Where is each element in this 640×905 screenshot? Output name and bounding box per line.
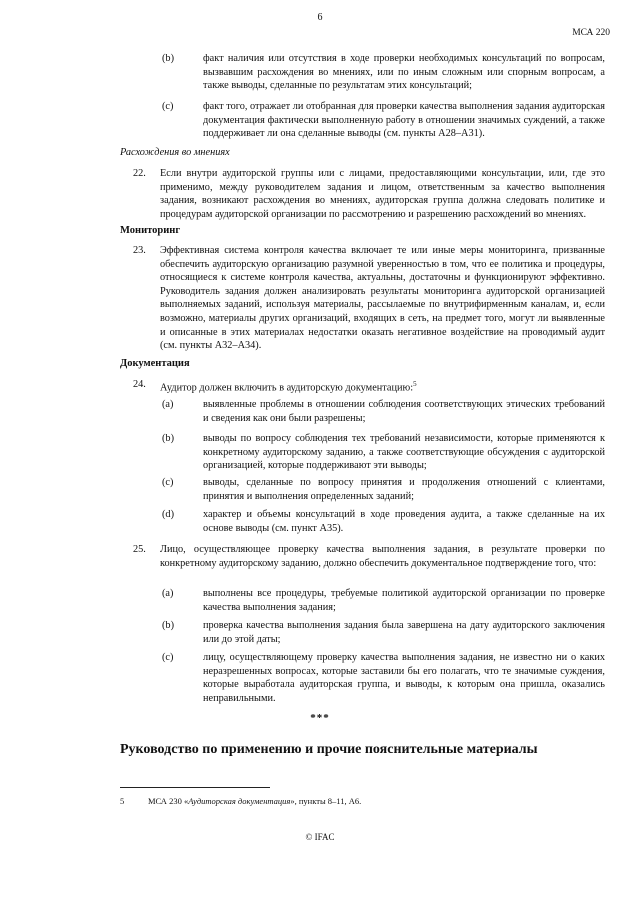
paragraph-23: Эффективная система контроля качества включает те или иные меры мониторинга, призванные обеспечить аудиторскую организацию разумной уверенностью в том, что ее политика и процедуры, относящиеся к системе контроля качества, актуальны, достаточны и функционируют эффективно. Руководитель задания должен анализировать результаты мониторинга аудиторской организацией выполняемых заданий, используя материалы, рассылаемые по внутрифирменным каналам, и, если возможно, материалы других организаций, входящих в сеть, на предмет того, могут ли выявленные и описанные в этих материалах недостатки оказать негативное воздействие на проводимый аудит (см. пункты А32–А34). — [160, 245, 605, 352]
paragraph-number: 24. — [133, 379, 146, 390]
footnote-title: Аудиторская документация — [188, 796, 291, 806]
footnote-divider — [120, 787, 270, 788]
list-label: (c) — [162, 477, 174, 488]
list-item-text: выводы, сделанные по вопросу принятия и продолжения отношений с клиентами, принятия и выполнения определенных заданий; — [203, 477, 605, 502]
list-item-text: факт того, отражает ли отобранная для проверки качества выполнения задания аудиторская документация фактически выполненную работу в отношении значимых суждений, а также поддерживает ли она сделанные выводы (см. пункты А28–А31). — [203, 101, 605, 140]
section-heading-disagreements: Расхождения во мнениях — [120, 147, 230, 158]
list-label: (b) — [162, 620, 175, 631]
standard-header: МСА 220 — [572, 28, 610, 38]
section-heading-documentation: Документация — [120, 358, 190, 369]
paragraph-number: 22. — [133, 168, 146, 179]
paragraph-25-intro: Лицо, осуществляющее проверку качества выполнения задания, в результате проверки по конкретному аудиторскому заданию, должно обеспечить документальное подтверждение того, что: — [160, 544, 605, 569]
footnote-suffix: », пункты 8–11, А6. — [290, 796, 362, 806]
paragraph-number: 23. — [133, 245, 146, 256]
list-label: (b) — [162, 433, 175, 444]
paragraph-24-intro-text: Аудитор должен включить в аудиторскую документацию: — [160, 382, 414, 394]
paragraph-22: Если внутри аудиторской группы или с лицами, предоставляющими консультации, или, где это применимо, между руководителем задания и лицом, ответственным за качество выполнения задания, возникают расхождения во мнениях, аудиторская группа должна следовать политике и процедурам аудиторской организации по рассмотрению и разрешению расхождений во мнениях. — [160, 168, 605, 220]
list-item-text: проверка качества выполнения задания была завершена на дату аудиторского заключения или до этой даты; — [203, 620, 605, 645]
paragraph-24-intro — [160, 378, 605, 395]
list-item-text: выводы по вопросу соблюдения тех требований независимости, которые применяются к конкретному аудиторскому заданию, а также соответствующие обсуждения с аудиторской организацией, которые поддерживают эти выводы; — [203, 433, 605, 472]
list-label: (c) — [162, 101, 174, 112]
list-label: (a) — [162, 399, 174, 410]
list-item-text: лицу, осуществляющему проверку качества выполнения задания, не известно ни о каких неразрешенных вопросах, которые заставили бы его полагать, что те значимые суждения, которые выработала аудиторская группа, и выводы, к которым она пришла, оказались неправильными. — [203, 652, 605, 704]
list-item-text: характер и объемы консультаций в ходе проведения аудита, а также сделанные на их основе выводы (см. пункт А35). — [203, 509, 605, 534]
section-separator: *** — [310, 712, 330, 724]
list-label: (b) — [162, 53, 175, 64]
list-item-text: факт наличия или отсутствия в ходе проверки необходимых консультаций по вопросам, вызвавшим расхождения во мнениях, или по иным сложным или спорным вопросам, а также выводы, сделанные по результатам этих консультаций; — [203, 53, 605, 92]
footnote-text — [148, 796, 361, 806]
guidance-heading: Руководство по применению и прочие пояснительные материалы — [120, 742, 538, 757]
paragraph-number: 25. — [133, 544, 146, 555]
footnote-prefix: МСА 230 « — [148, 796, 189, 806]
page-number: 6 — [317, 12, 323, 23]
list-label: (d) — [162, 509, 175, 520]
list-label: (c) — [162, 652, 174, 663]
list-item-text: выполнены все процедуры, требуемые политикой аудиторской организации по проверке качества выполнения задания; — [203, 588, 605, 613]
section-heading-monitoring: Мониторинг — [120, 225, 181, 236]
list-label: (a) — [162, 588, 174, 599]
footnote-ref: 5 — [413, 380, 417, 388]
list-item-text: выявленные проблемы в отношении соблюдения соответствующих этических требований и сведения как они были разрешены; — [203, 399, 605, 424]
copyright-footer: © IFAC — [305, 832, 335, 842]
footnote-number: 5 — [120, 796, 125, 806]
